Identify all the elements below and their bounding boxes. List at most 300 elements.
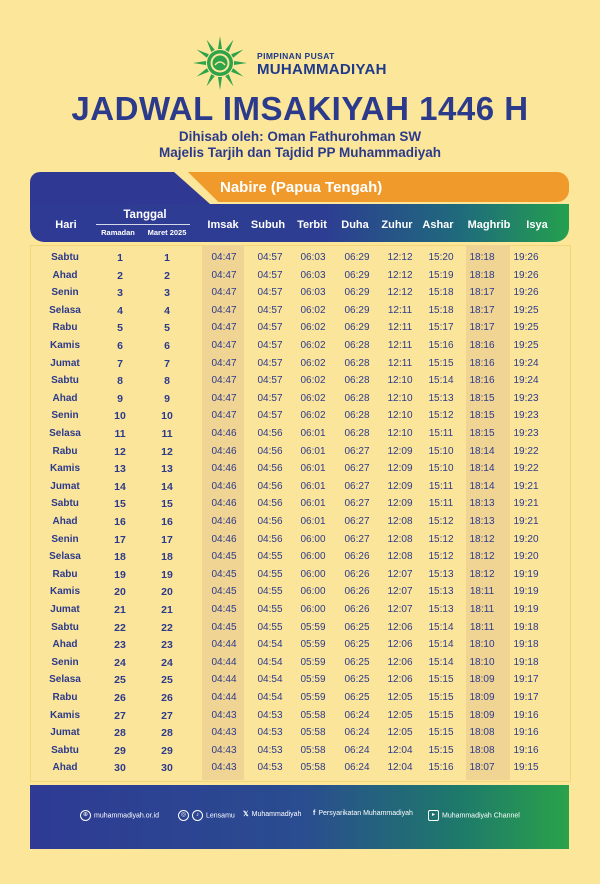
cell-subuh: 04:57 [257,269,283,281]
table-row [30,373,569,391]
cell-maghrib: 18:11 [469,621,495,633]
cell-maret: 4 [164,304,170,317]
table-row [30,426,569,444]
cell-subuh: 04:55 [257,568,283,580]
cell-duha: 06:27 [344,463,370,475]
cell-maret: 22 [161,621,173,634]
cell-hari: Jumat [50,480,80,492]
cell-subuh: 04:57 [257,287,283,299]
cell-ramadan: 16 [114,516,126,528]
cell-zuhur: 12:09 [387,480,413,492]
page-title: JADWAL IMSAKIYAH 1446 H [71,90,529,127]
cell-isya: 19:23 [513,428,539,439]
tiktok-icon: ♪ [192,810,203,821]
cell-zuhur: 12:11 [387,340,413,351]
cell-subuh: 04:57 [257,410,283,422]
cell-hari: Ahad [52,269,78,281]
table-row [30,461,569,479]
cell-maret: 30 [161,762,173,775]
cell-terbit: 05:59 [300,674,326,686]
cell-terbit: 05:58 [300,744,326,756]
col-header-maghrib: Maghrib [467,219,511,231]
globe-icon: ⊕ [80,810,91,821]
cell-ashar: 15:16 [428,340,454,351]
cell-maret: 15 [161,498,173,511]
cell-isya: 19:26 [513,252,539,263]
footer-tiktok-label: Lensamu [206,812,235,820]
cell-imsak: 04:47 [211,287,237,299]
cell-subuh: 04:53 [257,744,283,756]
table-row [30,655,569,673]
cell-terbit: 05:59 [300,656,326,668]
cell-hari: Senin [51,287,79,299]
cell-maret: 5 [164,322,170,335]
cell-zuhur: 12:08 [387,533,413,545]
cell-maghrib: 18:15 [469,428,495,439]
cell-hari: Jumat [50,727,80,739]
cell-terbit: 06:01 [300,480,326,492]
table-row [30,708,569,726]
cell-subuh: 04:55 [257,621,283,633]
cell-terbit: 06:03 [300,252,326,263]
cell-terbit: 06:00 [300,551,326,563]
cell-ashar: 15:11 [428,498,454,510]
cell-subuh: 04:56 [257,516,283,527]
cell-imsak: 04:47 [211,392,237,404]
cell-maret: 7 [164,357,170,370]
cell-duha: 06:27 [344,516,370,527]
cell-hari: Senin [51,656,79,668]
cell-maghrib: 18:09 [469,674,495,686]
col-header-terbit: Terbit [297,219,327,231]
cell-maghrib: 18:13 [469,498,495,510]
cell-isya: 19:21 [513,516,539,527]
cell-duha: 06:26 [344,551,370,563]
cell-ashar: 15:15 [428,744,454,756]
cell-ashar: 15:13 [428,568,454,580]
cell-maret: 17 [161,533,173,546]
cell-hari: Jumat [50,357,80,369]
cell-imsak: 04:47 [211,410,237,422]
cell-maghrib: 18:16 [469,375,495,387]
cell-maret: 25 [161,674,173,687]
cell-isya: 19:22 [513,445,539,457]
cell-terbit: 06:02 [300,392,326,404]
cell-subuh: 04:53 [257,709,283,721]
cell-maghrib: 18:14 [469,463,495,475]
cell-duha: 06:29 [344,252,370,263]
footer-x[interactable] [243,810,301,818]
cell-zuhur: 12:11 [387,304,413,316]
cell-duha: 06:24 [344,709,370,721]
cell-maret: 11 [161,428,173,440]
cell-imsak: 04:44 [211,692,237,703]
cell-ramadan: 25 [114,674,126,687]
cell-zuhur: 12:04 [387,762,413,774]
cell-terbit: 06:02 [300,357,326,369]
cell-imsak: 04:44 [211,674,237,686]
cell-maret: 21 [161,604,173,616]
cell-duha: 06:28 [344,392,370,404]
cell-ashar: 15:12 [428,410,454,422]
cell-maghrib: 18:18 [469,252,495,263]
cell-ashar: 15:11 [428,480,454,492]
cell-ashar: 15:11 [428,428,454,439]
cell-zuhur: 12:07 [387,604,413,615]
cell-subuh: 04:57 [257,304,283,316]
cell-subuh: 04:57 [257,392,283,404]
cell-zuhur: 12:09 [387,498,413,510]
cell-zuhur: 12:05 [387,709,413,721]
cell-maret: 24 [161,656,173,669]
cell-ashar: 15:14 [428,639,454,651]
footer-website[interactable] [80,810,159,821]
cell-terbit: 06:02 [300,410,326,422]
cell-duha: 06:28 [344,428,370,439]
cell-maret: 26 [161,692,173,704]
cell-duha: 06:29 [344,269,370,281]
cell-maret: 19 [161,568,173,581]
cell-hari: Ahad [52,639,78,651]
table-row [30,567,569,585]
cell-maghrib: 18:17 [469,287,495,299]
cell-maghrib: 18:15 [469,392,495,404]
cell-isya: 19:17 [513,692,539,703]
cell-terbit: 06:01 [300,516,326,527]
cell-hari: Rabu [52,322,78,334]
cell-hari: Kamis [49,463,80,475]
table-row [30,549,569,567]
table-row [30,285,569,303]
cell-imsak: 04:44 [211,639,237,651]
cell-subuh: 04:53 [257,727,283,739]
cell-isya: 19:16 [513,727,539,739]
cell-terbit: 06:01 [300,445,326,457]
cell-ramadan: 3 [117,287,123,300]
cell-duha: 06:25 [344,674,370,686]
cell-ramadan: 1 [117,252,123,264]
cell-zuhur: 12:10 [387,410,413,422]
cell-zuhur: 12:08 [387,516,413,527]
cell-ramadan: 30 [114,762,126,775]
cell-ashar: 15:14 [428,375,454,387]
cell-subuh: 04:56 [257,498,283,510]
cell-ramadan: 19 [114,568,126,581]
cell-ramadan: 10 [114,410,126,423]
cell-maret: 13 [161,463,173,476]
cell-ramadan: 7 [117,357,123,370]
cell-subuh: 04:56 [257,445,283,457]
cell-duha: 06:25 [344,656,370,668]
cell-ramadan: 2 [117,269,123,282]
footer-x-label: Muhammadiyah [251,811,302,818]
cell-imsak: 04:47 [211,304,237,316]
cell-hari: Sabtu [51,252,79,263]
cell-maret: 9 [164,392,170,405]
cell-duha: 06:24 [344,744,370,756]
cell-duha: 06:26 [344,604,370,615]
table-row [30,690,569,708]
cell-zuhur: 12:12 [387,287,413,299]
cell-maret: 6 [164,340,170,352]
cell-maret: 18 [161,551,173,564]
cell-maret: 29 [161,744,173,757]
cell-imsak: 04:46 [211,463,237,475]
cell-subuh: 04:55 [257,551,283,563]
cell-isya: 19:20 [513,551,539,563]
cell-zuhur: 12:06 [387,621,413,633]
cell-maret: 28 [161,727,173,740]
col-header-imsak: Imsak [207,219,239,231]
cell-imsak: 04:46 [211,445,237,457]
cell-imsak: 04:43 [211,727,237,739]
cell-maghrib: 18:08 [469,727,495,739]
cell-maghrib: 18:10 [469,639,495,651]
table-row [30,496,569,514]
cell-maghrib: 18:12 [469,533,495,545]
cell-ashar: 15:12 [428,533,454,545]
cell-ashar: 15:13 [428,586,454,598]
cell-maret: 12 [161,445,173,458]
cell-zuhur: 12:05 [387,692,413,703]
cell-imsak: 04:43 [211,762,237,774]
cell-imsak: 04:45 [211,568,237,580]
cell-hari: Selasa [49,674,81,686]
cell-maghrib: 18:16 [469,340,495,351]
cell-ramadan: 15 [114,498,126,511]
cell-zuhur: 12:12 [387,252,413,263]
cell-isya: 19:25 [513,304,539,316]
cell-maghrib: 18:12 [469,551,495,563]
table-row [30,760,569,778]
cell-zuhur: 12:07 [387,568,413,580]
cell-zuhur: 12:11 [387,322,413,334]
cell-ashar: 15:20 [428,252,454,263]
table-row [30,479,569,497]
cell-maghrib: 18:11 [469,604,495,615]
cell-terbit: 06:03 [300,269,326,281]
cell-subuh: 04:57 [257,252,283,263]
cell-hari: Sabtu [51,498,79,510]
cell-maghrib: 18:07 [469,762,495,774]
table-row [30,637,569,655]
cell-isya: 19:21 [513,498,539,510]
x-icon: 𝕏 [243,811,249,818]
cell-hari: Senin [51,410,79,422]
org-name: MUHAMMADIYAH [257,61,387,78]
cell-imsak: 04:47 [211,357,237,369]
cell-ramadan: 24 [114,656,126,669]
cell-ramadan: 8 [117,375,123,388]
cell-ramadan: 18 [114,551,126,564]
footer-facebook[interactable] [313,810,413,817]
cell-hari: Ahad [52,392,78,404]
cell-ashar: 15:12 [428,516,454,527]
cell-terbit: 05:58 [300,762,326,774]
cell-hari: Kamis [49,340,80,351]
cell-ashar: 15:10 [428,445,454,457]
cell-maret: 16 [161,516,173,528]
table-row [30,356,569,374]
cell-hari: Kamis [49,709,80,721]
cell-isya: 19:19 [513,604,539,615]
cell-ramadan: 9 [117,392,123,405]
cell-maret: 8 [164,375,170,388]
cell-duha: 06:28 [344,410,370,422]
cell-subuh: 04:54 [257,656,283,668]
cell-maret: 3 [164,287,170,300]
cell-subuh: 04:54 [257,692,283,703]
cell-ashar: 15:13 [428,604,454,615]
footer-tiktok[interactable] [178,810,235,821]
cell-zuhur: 12:07 [387,586,413,598]
cell-ramadan: 13 [114,463,126,476]
col-header-tanggal: Tanggal [123,209,167,221]
cell-duha: 06:27 [344,480,370,492]
cell-ashar: 15:16 [428,762,454,774]
cell-isya: 19:18 [513,621,539,633]
cell-duha: 06:28 [344,375,370,387]
cell-isya: 19:20 [513,533,539,545]
cell-ashar: 15:13 [428,392,454,404]
cell-maret: 27 [161,709,173,722]
cell-isya: 19:26 [513,269,539,281]
cell-ashar: 15:18 [428,304,454,316]
cell-ramadan: 11 [114,428,126,440]
cell-terbit: 06:02 [300,322,326,334]
cell-duha: 06:24 [344,727,370,739]
cell-terbit: 05:58 [300,727,326,739]
cell-ashar: 15:14 [428,621,454,633]
cell-isya: 19:25 [513,322,539,334]
cell-imsak: 04:47 [211,340,237,351]
cell-ashar: 15:15 [428,674,454,686]
cell-isya: 19:21 [513,480,539,492]
table-row [30,725,569,743]
cell-hari: Ahad [52,516,78,527]
cell-maret: 23 [161,639,173,652]
cell-zuhur: 12:08 [387,551,413,563]
table-row [30,602,569,620]
table-row [30,620,569,638]
footer-youtube[interactable] [428,810,520,821]
cell-maret: 10 [161,410,173,423]
cell-imsak: 04:46 [211,428,237,439]
cell-ramadan: 6 [117,340,123,352]
cell-ramadan: 12 [114,445,126,458]
cell-isya: 19:17 [513,674,539,686]
cell-terbit: 06:01 [300,498,326,510]
cell-zuhur: 12:04 [387,744,413,756]
cell-ashar: 15:10 [428,463,454,475]
cell-duha: 06:29 [344,304,370,316]
cell-imsak: 04:46 [211,533,237,545]
table-row [30,320,569,338]
muhammadiyah-logo-icon [192,35,248,91]
cell-terbit: 05:59 [300,621,326,633]
cell-ashar: 15:15 [428,709,454,721]
cell-duha: 06:29 [344,287,370,299]
cell-hari: Sabtu [51,744,79,756]
table-row [30,250,569,268]
cell-maghrib: 18:16 [469,357,495,369]
cell-hari: Jumat [50,604,80,615]
cell-isya: 19:16 [513,709,539,721]
cell-duha: 06:25 [344,621,370,633]
cell-zuhur: 12:06 [387,674,413,686]
cell-maret: 1 [164,252,170,264]
col-header-zuhur: Zuhur [381,219,413,231]
cell-maghrib: 18:13 [469,516,495,527]
cell-ramadan: 27 [114,709,126,722]
cell-ashar: 15:15 [428,692,454,703]
cell-zuhur: 12:11 [387,357,413,369]
cell-terbit: 06:01 [300,428,326,439]
cell-maghrib: 18:14 [469,480,495,492]
cell-subuh: 04:57 [257,357,283,369]
cell-hari: Rabu [52,692,78,703]
cell-duha: 06:25 [344,692,370,703]
cell-isya: 19:26 [513,287,539,299]
cell-maghrib: 18:15 [469,410,495,422]
cell-isya: 19:19 [513,568,539,580]
cell-ramadan: 28 [114,727,126,740]
cell-hari: Sabtu [51,621,79,633]
cell-maghrib: 18:18 [469,269,495,281]
cell-hari: Selasa [49,428,81,439]
cell-isya: 19:25 [513,340,539,351]
cell-maghrib: 18:09 [469,709,495,721]
cell-zuhur: 12:10 [387,428,413,439]
cell-maret: 2 [164,269,170,282]
table-row [30,444,569,462]
cell-subuh: 04:56 [257,533,283,545]
cell-isya: 19:23 [513,410,539,422]
cell-terbit: 06:02 [300,340,326,351]
table-row [30,584,569,602]
cell-ramadan: 21 [114,604,126,616]
cell-duha: 06:28 [344,357,370,369]
cell-hari: Senin [51,533,79,545]
cell-subuh: 04:55 [257,586,283,598]
cell-terbit: 05:58 [300,709,326,721]
cell-zuhur: 12:10 [387,392,413,404]
cell-imsak: 04:43 [211,709,237,721]
cell-subuh: 04:54 [257,674,283,686]
cell-hari: Ahad [52,762,78,774]
cell-duha: 06:25 [344,639,370,651]
navy-banner-tab [30,172,210,204]
col-header-ramadan: Ramadan [101,228,135,237]
cell-hari: Kamis [49,586,80,598]
cell-zuhur: 12:06 [387,639,413,651]
cell-maghrib: 18:12 [469,568,495,580]
col-header-hari: Hari [55,219,77,231]
cell-maghrib: 18:10 [469,656,495,668]
cell-maghrib: 18:14 [469,445,495,457]
cell-isya: 19:24 [513,375,539,387]
facebook-icon: f [313,810,316,817]
cell-subuh: 04:56 [257,463,283,475]
cell-isya: 19:18 [513,639,539,651]
cell-ashar: 15:18 [428,287,454,299]
cell-imsak: 04:47 [211,252,237,263]
cell-terbit: 05:59 [300,692,326,703]
table-row [30,408,569,426]
table-row [30,743,569,761]
cell-ramadan: 14 [114,480,126,493]
cell-isya: 19:18 [513,656,539,668]
